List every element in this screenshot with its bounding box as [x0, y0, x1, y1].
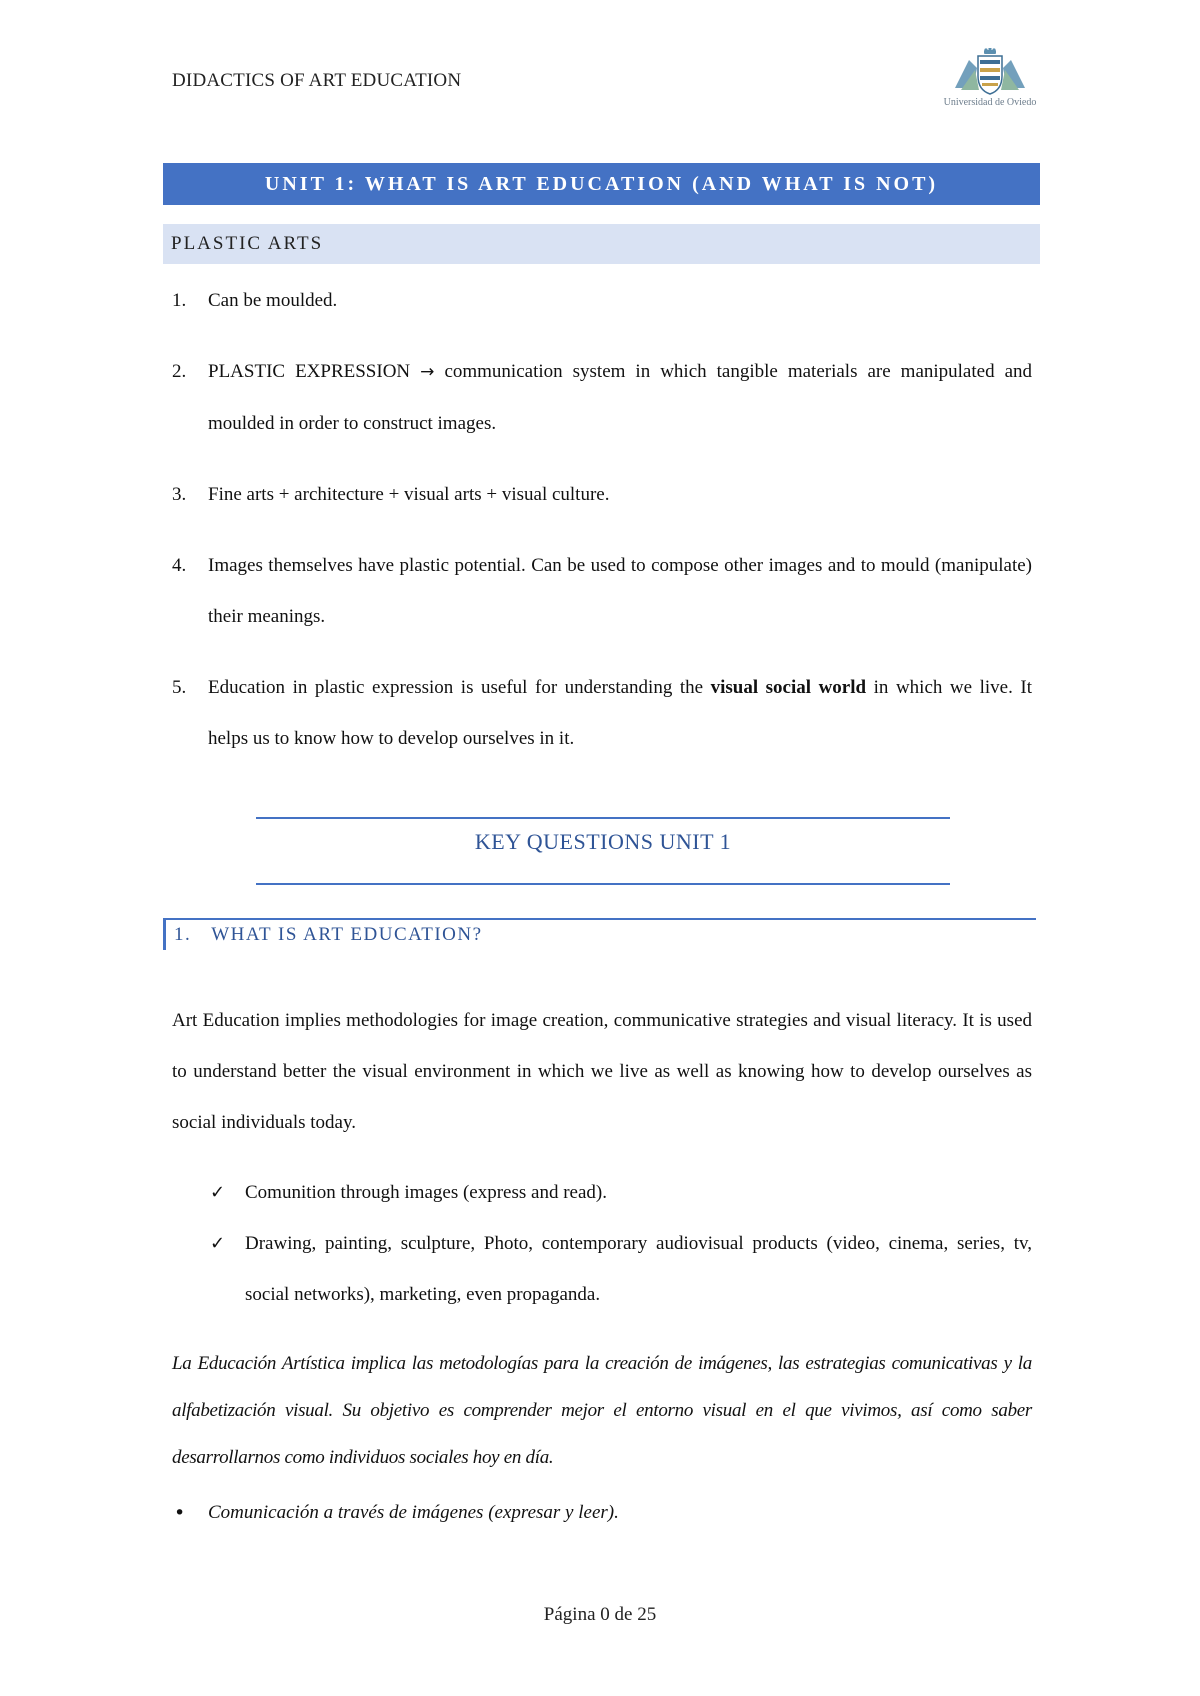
list-item-text: communication system in which tangible materials are manipulated and moulded in order to construct images. [208, 361, 1033, 434]
spanish-paragraph: La Educación Artística implica las metodologías para la creación de imágenes, las estrategias comunicativas y la alfabetización visual. Su objetivo es comprender mejor el entorno visual en el que vivimos, así como saber desarrollarnos como individuos sociales hoy en día. [172, 1353, 1032, 1468]
logo-caption: Universidad de Oviedo [943, 97, 1037, 108]
check-list-item [210, 1167, 1032, 1218]
list-item [172, 469, 1032, 520]
question-title: WHAT IS ART EDUCATION? [211, 924, 483, 945]
spanish-bullet-list [172, 1502, 1032, 1524]
check-list [210, 1167, 1032, 1320]
spanish-bullet-text: Comunicación a través de imágenes (expresar y leer). [208, 1502, 619, 1523]
list-item-number: 1. [172, 290, 187, 311]
list-item [172, 540, 1032, 642]
list-item-number: 5. [172, 677, 187, 698]
list-item [172, 662, 1032, 764]
list-item-number: 2. [172, 361, 187, 382]
list-item-text: Images themselves have plastic potential. Can be used to compose other images and to mould (manipulate) their meanings. [208, 555, 1032, 627]
list-item-text: Can be moulded. [208, 290, 338, 311]
list-item [172, 346, 1032, 449]
list-item-lead: PLASTIC EXPRESSION [208, 361, 411, 382]
question-paragraph: Art Education implies methodologies for image creation, communicative strategies and visual literacy. It is used to understand better the visual environment in which we live as well as knowing how to develop ourselves as social individuals today. [172, 1010, 1032, 1133]
key-questions-bottom-rule [256, 883, 950, 885]
list-item-text-before: Education in plastic expression is useful for understanding the [208, 677, 711, 698]
document-header-title: DIDACTICS OF ART EDUCATION [172, 70, 462, 91]
list-item-text-after: in which we live. It helps us to know how to develop ourselves in it. [208, 677, 1032, 749]
list-item [172, 275, 1032, 326]
check-list-item [210, 1218, 1032, 1320]
key-questions-top-rule [256, 817, 950, 819]
list-item-number: 4. [172, 555, 187, 576]
checkmark-icon: ✓ [210, 1182, 226, 1203]
bullet-icon: • [174, 1502, 186, 1524]
question-number: 1. [174, 924, 192, 945]
check-list-text: Comunition through images (express and read). [245, 1182, 607, 1203]
section-heading-plastic-arts: PLASTIC ARTS [163, 224, 1040, 264]
list-item-bold-term: visual social world [710, 677, 867, 698]
university-crest-icon [940, 48, 1040, 96]
arrow-right-icon: → [420, 362, 435, 382]
check-list-text: Drawing, painting, sculpture, Photo, contemporary audiovisual products (video, cinema, series, tv, social networks), marketing, even propaganda. [245, 1233, 1032, 1305]
list-item-number: 3. [172, 484, 187, 505]
unit-banner: UNIT 1: WHAT IS ART EDUCATION (AND WHAT IS NOT) [163, 163, 1040, 205]
list-item-text: Fine arts + architecture + visual arts + visual culture. [208, 484, 610, 505]
question-heading [163, 918, 1036, 950]
checkmark-icon: ✓ [210, 1233, 226, 1254]
plastic-arts-list [172, 275, 1032, 784]
key-questions-title: KEY QUESTIONS UNIT 1 [474, 829, 732, 854]
page-footer-number: Página 0 de 25 [543, 1604, 657, 1625]
spanish-bullet-item [172, 1502, 1032, 1524]
university-logo [940, 48, 1040, 120]
